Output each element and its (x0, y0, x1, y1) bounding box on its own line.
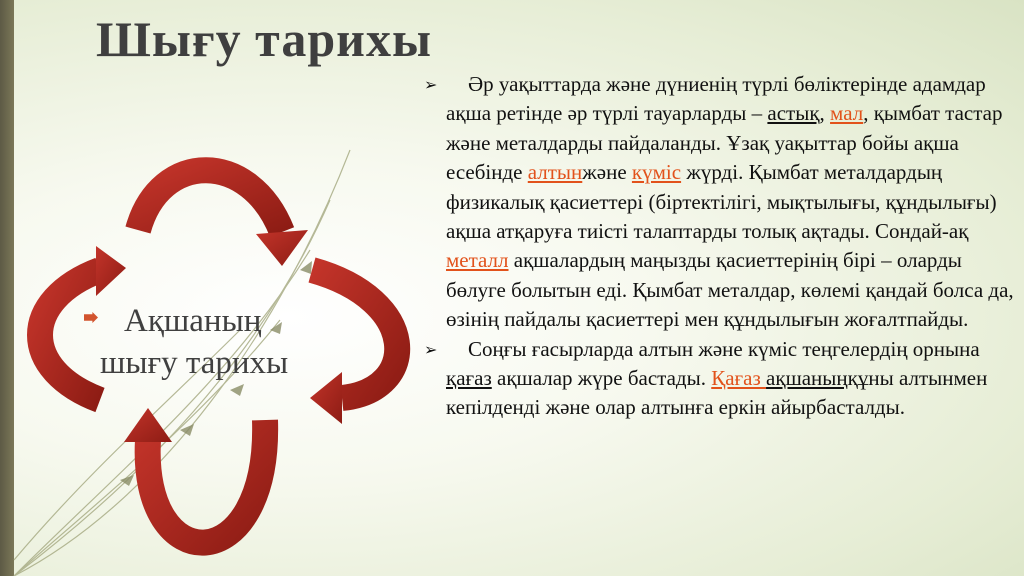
link-metall[interactable]: металл (446, 248, 509, 273)
link-astyk[interactable]: астық (767, 101, 820, 126)
link-mal[interactable]: мал (830, 101, 864, 126)
arrowhead-bullet-icon: ➢ (424, 339, 438, 359)
link-akshanyn[interactable]: ақшаның (766, 366, 848, 391)
link-kumis[interactable]: күміс (631, 160, 682, 185)
body-text (420, 70, 1015, 423)
paragraph-2: ➢ Соңғы ғасырларда алтын және күміс теңгелердің орнына қағаз ақшалар жүре бастады. Қағаз ақшаныңқұны алтынмен кепілденді және олар алтынға еркін айырбасталды. (424, 336, 988, 420)
arrowhead-bullet-icon: ➢ (424, 75, 438, 94)
link-kagaz[interactable]: қағаз (446, 366, 492, 391)
diagram-label-line2: шығу тарихы (100, 345, 289, 381)
slide-title: Шығу тарихы (96, 11, 432, 67)
paragraph-1: ➢ Әр уақыттарда және дүниенің түрлі бөліктерінде адамдар ақша ретінде әр түрлі тауарларды – астық, мал, қымбат тастар және металдарды пайдаланды. Ұзақ уақыттар бойы ақша есебінде алтынжәне күміс жүрді. Қымбат металдардың физикалық қасиеттері (біртектілігі, мықтылығы, құндылығы) ақша атқаруға тиісті талаптарды толық ақтады. Сондай-ақ металл ақшалардың маңызды қасиеттерінің бірі – оларды бөлуге болытын еді. Қымбат металдар, көлемі қандай болса да, өзінің пайдалы қасиеттері мен құндылығын жоғалтпайды. (424, 72, 1014, 332)
link-altyn[interactable]: алтын (527, 160, 583, 185)
arrow-bottom (124, 408, 265, 543)
diagram-label-line1: Ақшаның (124, 303, 262, 339)
link-kagaz-2[interactable]: Қағаз (711, 366, 767, 391)
p2-text: Соңғы ғасырларда алтын және күміс теңгелердің орнына (468, 336, 980, 361)
arrow-top (138, 170, 308, 266)
p1-text: Әр уақыттарда және дүниенің түрлі бөліктерінде адамдар ақша ретінде әр түрлі тауарларды – (446, 72, 986, 126)
diagram-center-label (80, 300, 330, 384)
